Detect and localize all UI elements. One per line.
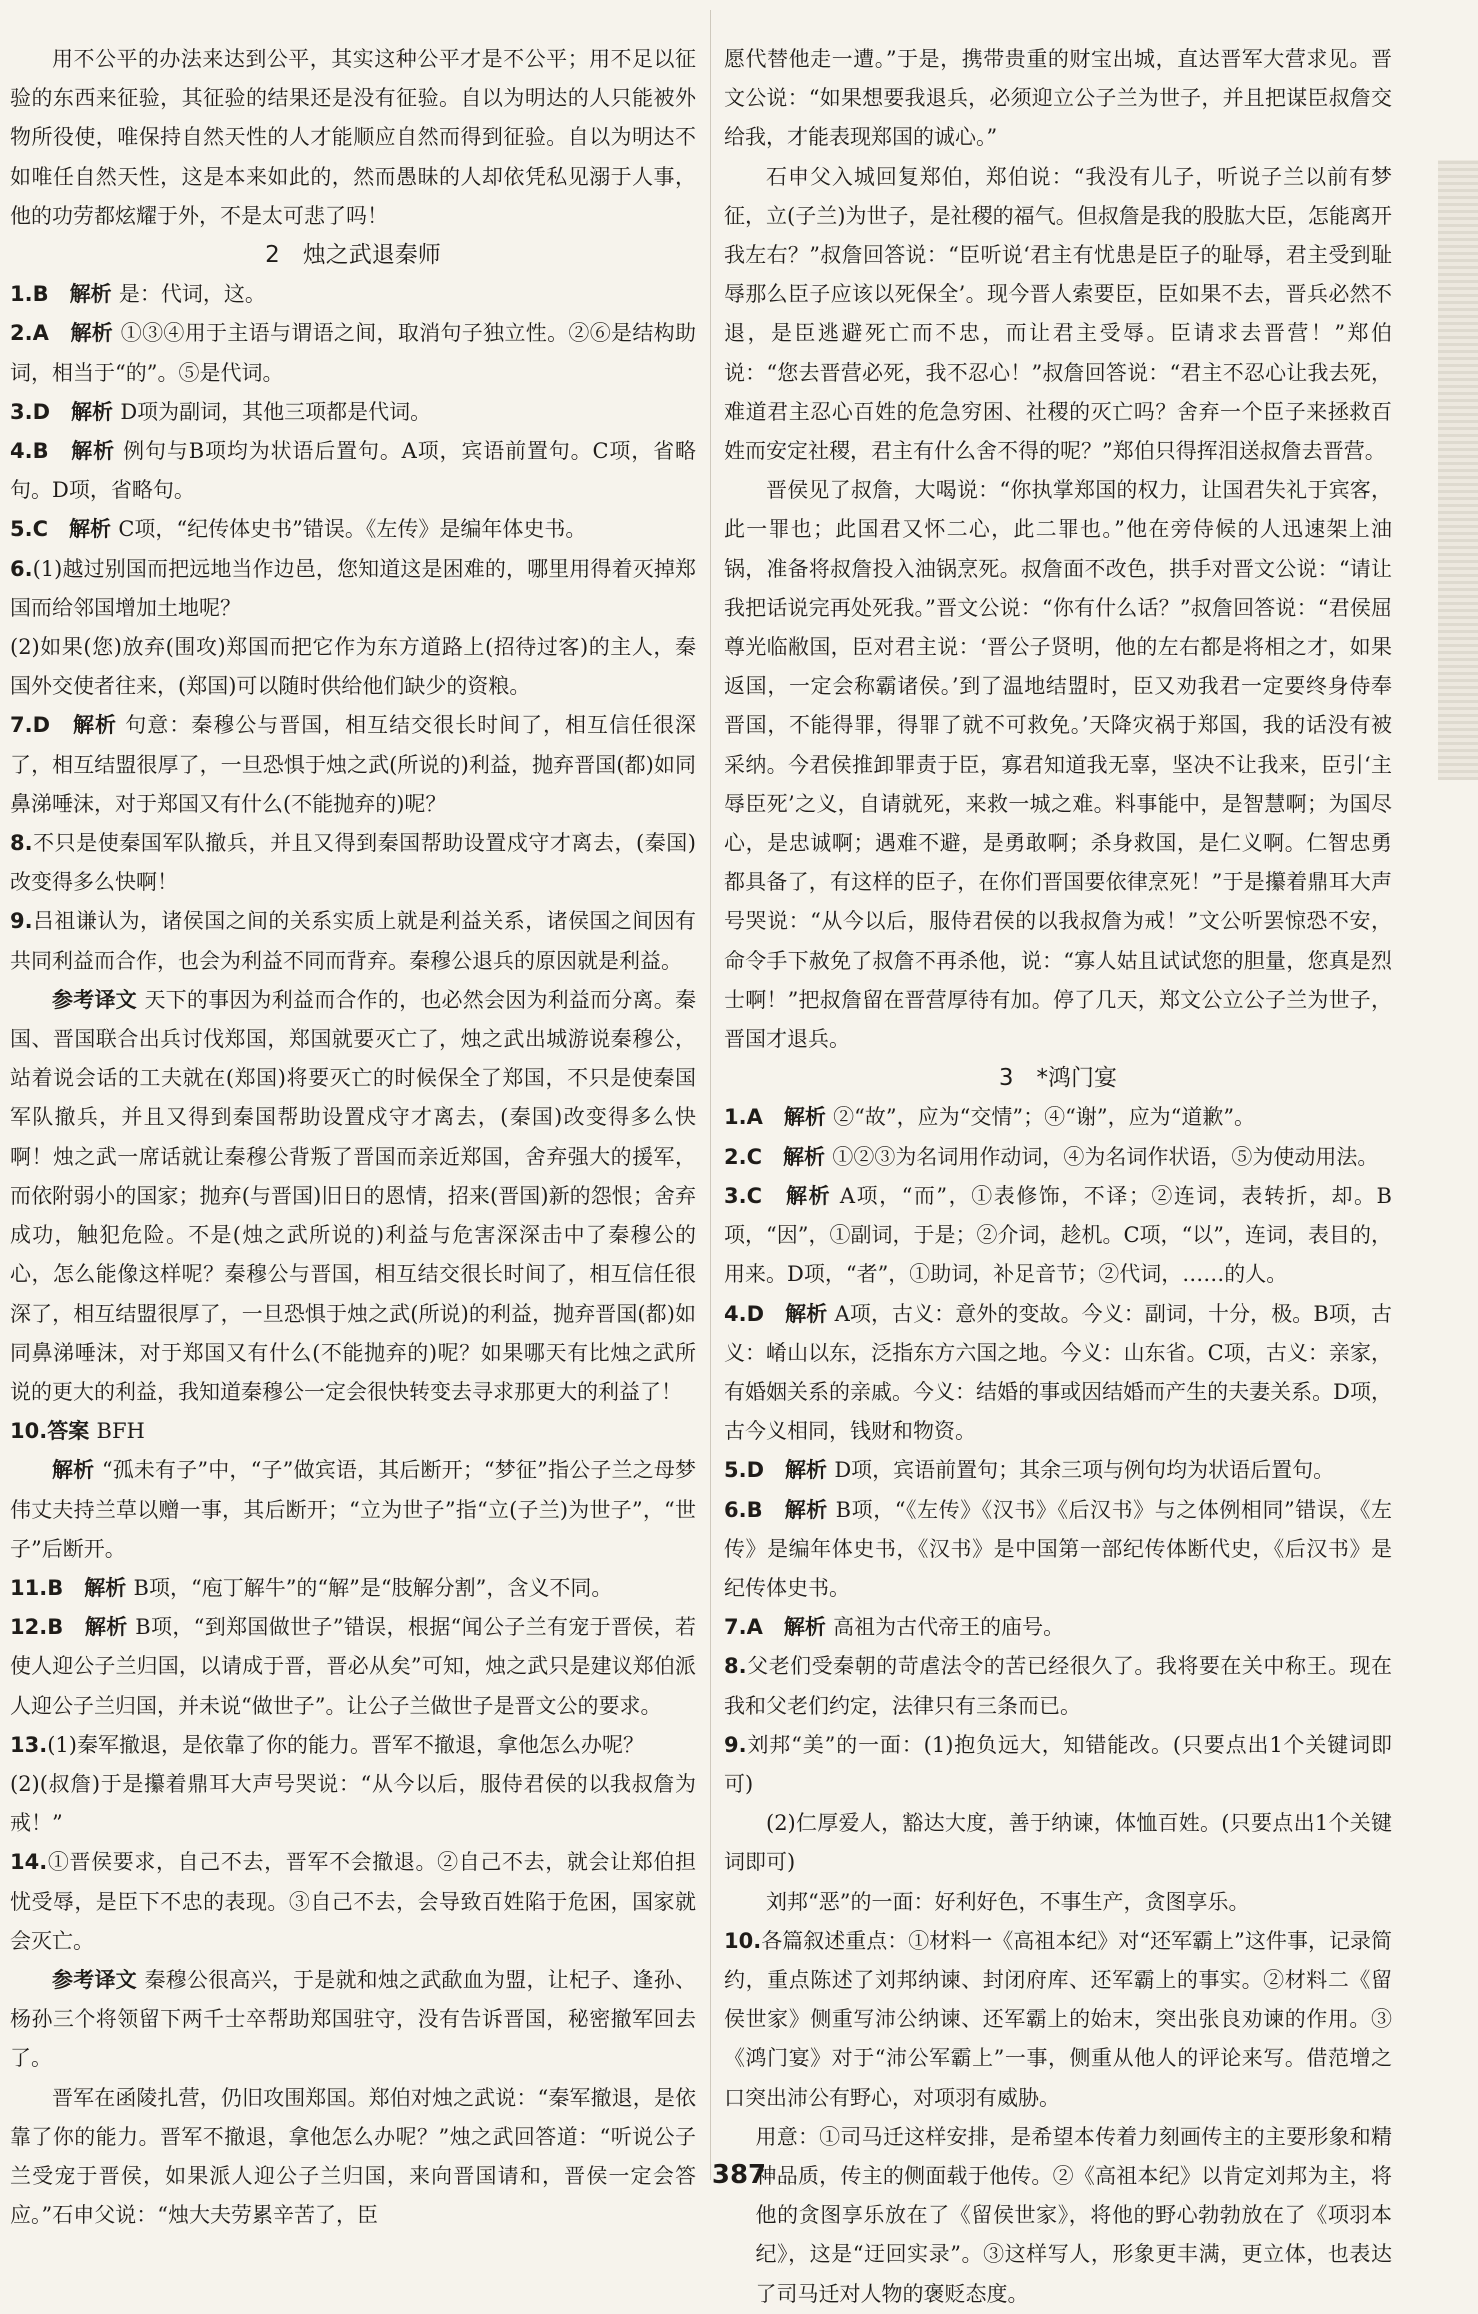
answer-tag: D 解析 [32, 713, 126, 738]
text-paragraph [10, 1961, 696, 2079]
item-number: 2. [10, 321, 33, 346]
answer-item [10, 902, 696, 980]
item-text: 刘邦“恶”的一面：好利好色，不事生产，贪图享乐。 [766, 1889, 1250, 1914]
item-text: 父老们受秦朝的苛虐法令的苦已经很久了。我将要在关中称王。现在我和父老们约定，法律只有三条而已。 [724, 1654, 1392, 1718]
answer-tag: C 解析 [746, 1183, 840, 1208]
right-column [724, 40, 1392, 2314]
answer-item [724, 1177, 1392, 1295]
text-paragraph [10, 2079, 696, 2236]
answer-item [724, 1098, 1392, 1137]
section-title: 2 烛之武退秦师 [265, 242, 441, 269]
item-number: 1. [10, 282, 33, 307]
item-number: 11. [10, 1575, 48, 1600]
answer-tag: 参考译文 [52, 987, 145, 1012]
answer-tag: A 解析 [746, 1615, 834, 1640]
answer-tag: D 解析 [746, 1458, 835, 1483]
answer-tag: 参考译文 [52, 1967, 145, 1992]
item-number: 8. [10, 831, 33, 856]
answer-item [10, 314, 696, 392]
item-text: (1)秦军撤退，是依靠了你的能力。晋军不撤退，拿他怎么办呢？ [47, 1732, 644, 1757]
left-column [10, 40, 696, 2235]
answer-item [10, 824, 696, 902]
item-number: 5. [10, 517, 33, 542]
item-text: A项，“而”，①表修饰，不译；②连词，表转折，却。B项，“因”，①副词，于是；②介词，趁机。C项，“以”，连词，表目的，用来。D项，“者”，①助词，补足音节；②代词，……的人。 [724, 1183, 1393, 1287]
item-number: 6. [724, 1497, 747, 1522]
item-number: 3. [10, 399, 33, 424]
answer-tag: D 解析 [746, 1301, 835, 1326]
item-text: BFH [96, 1419, 145, 1444]
item-text: 晋军在函陵扎营，仍旧攻围郑国。郑伯对烛之武说：“秦军撤退，是依靠了你的能力。晋军不撤退，拿他怎么办呢？”烛之武回答道：“听说公子兰受宠于晋侯，如果派人迎公子兰归国，来向晋国请和，晋侯一定会答应。”石申父说：“烛大夫劳累辛苦了，臣 [10, 2085, 696, 2228]
answer-item [10, 1843, 696, 1961]
item-number: 2. [724, 1144, 747, 1169]
answer-tag: B 解析 [32, 282, 119, 307]
item-text: ①③④用于主语与谓语之间，取消句子独立性。②⑥是结构助词，相当于“的”。⑤是代词。 [10, 321, 696, 385]
text-paragraph [10, 1451, 696, 1569]
text-paragraph [724, 158, 1392, 472]
item-text: 是：代词，这。 [118, 282, 266, 307]
item-number: 14. [10, 1850, 48, 1875]
item-text: 用不公平的办法来达到公平，其实这种公平才是不公平；用不足以征验的东西来征验，其征验的结果还是没有征验。自以为明达的人只能被外物所役使，唯保持自然天性的人才能顺应自然而得到征验。自以为明达不如唯任自然天性，这是本来如此的，然而愚昧的人却依凭私见溺于人事，他的功劳都炫耀于外，不是太可悲了吗！ [10, 47, 696, 228]
item-text: ②“故”，应为“交情”；④“谢”，应为“道歉”。 [833, 1105, 1256, 1130]
item-text: D项，宾语前置句；其余三项与例句均为状语后置句。 [834, 1458, 1335, 1483]
item-text: “孤未有子”中，“子”做宾语，其后断开；“梦征”指公子兰之母梦伟丈夫持兰草以赠一事，其后断开；“立为世子”指“立(子兰)为世子”，“世子”后断开。 [10, 1458, 696, 1561]
answer-item [724, 1647, 1392, 1725]
text-paragraph [724, 2118, 1392, 2314]
item-text: 例句与B项均为状语后置句。A项，宾语前置句。C项，省略句。D项，省略句。 [10, 439, 696, 503]
answer-tag: A 解析 [32, 321, 121, 346]
answer-item [10, 393, 696, 432]
item-number: 5. [724, 1458, 747, 1483]
item-number: 7. [724, 1615, 747, 1640]
answer-item [10, 706, 696, 824]
page-number: 387 [711, 2160, 767, 2190]
answer-tag: B 解析 [746, 1497, 836, 1522]
item-text: (2)如果(您)放弃(围攻)郑国而把它作为东方道路上(招待过客)的主人，秦国外交使者往来，(郑国)可以随时供给他们缺少的资粮。 [10, 635, 696, 699]
text-paragraph [724, 471, 1392, 1059]
answer-tag: D 解析 [32, 399, 121, 424]
item-text: 晋侯见了叔詹，大喝说：“你执掌郑国的权力，让国君失礼于宾客，此一罪也；此国君又怀二心，此二罪也。”他在旁侍候的人迅速架上油锅，准备将叔詹投入油锅烹死。叔詹面不改色，拱手对晋文公说：“请让我把话说完再处死我。”晋文公说：“你有什么话？”叔詹回答说：“君侯屈尊光临敝国，臣对君主说：‘晋公子贤明，他的左右都是将相之才，如果返国，一定会称霸诸侯。’到了温地结盟时，臣又劝我君一定要终身侍奉晋国，不能得罪，得罪了就不可救免。’天降灾祸于郑国，我的话没有被采纳。今君侯推卸罪责于臣，寡君知道我无辜，坚决不让我来，臣引‘主辱臣死’之义，自请就死，来救一城之难。料事能中，是智慧啊；为国尽心，是忠诚啊；遇难不避，是勇敢啊；杀身救国，是仁义啊。仁智忠勇都具备了，有这样的臣子，在你们晋国要依律烹死！”于是攥着鼎耳大声号哭说：“从今以后，服侍君侯的以我叔詹为戒！”文公听罢惊恐不安，命令手下赦免了叔詹不再杀他，说：“寡人姑且试试您的胆量，您真是烈士啊！”把叔詹留在晋营厚待有加。停了几天，郑文公立公子兰为世子，晋国才退兵。 [724, 478, 1392, 1052]
item-number: 4. [10, 439, 33, 464]
item-text: 秦穆公很高兴，于是就和烛之武歃血为盟，让杞子、逢孙、杨孙三个将领留下两千士卒帮助郑国驻守，没有告诉晋国，秘密撤军回去了。 [10, 1967, 697, 2071]
text-paragraph [10, 40, 696, 236]
text-paragraph [10, 981, 696, 1412]
item-text: 不只是使秦国军队撤兵，并且又得到秦国帮助设置戍守才离去，(秦国)改变得多么快啊！ [10, 831, 696, 895]
answer-item [724, 1726, 1392, 1804]
item-number: 6. [10, 556, 33, 581]
item-text: C项，“纪传体史书”错误。《左传》是编年体史书。 [118, 517, 587, 542]
answer-tag: B 解析 [32, 439, 124, 464]
item-text: 用意：①司马迁这样安排，是希望本传着力刻画传主的主要形象和精神品质，传主的侧面载于他传。②《高祖本纪》以肯定刘邦为主，将他的贪图享乐放在了《留侯世家》，将他的野心勃勃放在了《项羽本纪》，这是“迂回实录”。③这样写人，形象更丰满，更立体，也表达了司马迁对人物的褒贬态度。 [755, 2124, 1392, 2306]
answer-item [724, 1138, 1392, 1177]
answer-tag: 答案 [47, 1419, 97, 1444]
item-number: 1. [724, 1105, 747, 1130]
answer-tag: B 解析 [47, 1615, 136, 1640]
item-text: (2)仁厚爱人，豁达大度，善于纳谏，体恤百姓。(只要点出1个关键词即可) [724, 1811, 1392, 1875]
item-text: 石申父入城回复郑伯，郑伯说：“我没有儿子，听说子兰以前有梦征，立(子兰)为世子，是社稷的福气。但叔詹是我的股肱大臣，怎能离开我左右？”叔詹回答说：“臣听说‘君主有忧患是臣子的耻辱，君主受到耻辱那么臣子应该以死保全’。现今晋人索要臣，臣如果不去，晋兵必然不退，是臣逃避死亡而不忠，而让君主受辱。臣请求去晋营！”郑伯说：“您去晋营必死，我不忍心！”叔詹回答说：“君主不忍心让我去死，难道君主忍心百姓的危急穷困、社稷的灭亡吗？舍弃一个臣子来拯救百姓而安定社稷，君主有什么舍不得的呢？”郑伯只得挥泪送叔詹去晋营。 [724, 164, 1392, 464]
item-text: 各篇叙述重点：①材料一《高祖本纪》对“还军霸上”这件事，记录简约，重点陈述了刘邦纳谏、封闭府库、还军霸上的事实。②材料二《留侯世家》侧重写沛公纳谏、还军霸上的始末，突出张良劝谏的作用。③《鸿门宴》对于“沛公军霸上”一事，侧重从他人的评论来写。借范增之口突出沛公有野心，对项羽有威胁。 [724, 1928, 1392, 2110]
answer-tag: C 解析 [32, 517, 119, 542]
item-text: (2)(叔詹)于是攥着鼎耳大声号哭说：“从今以后，服侍君侯的以我叔詹为戒！” [10, 1771, 696, 1836]
page-edge-decoration [1438, 160, 1478, 780]
item-text: ①晋侯要求，自己不去，晋军不会撤退。②自己不去，就会让郑伯担忧受辱，是臣下不忠的表现。③自己不去，会导致百姓陷于危困，国家就会灭亡。 [10, 1850, 696, 1953]
answer-tag: B 解析 [47, 1575, 134, 1600]
text-paragraph [724, 40, 1392, 158]
answer-tag: C 解析 [746, 1144, 833, 1169]
item-text: B项，“《左传》《汉书》《后汉书》与之体例相同”错误，《左传》是编年体史书，《汉书》是中国第一部纪传体断代史，《后汉书》是纪传体史书。 [724, 1497, 1392, 1600]
column-divider [710, 10, 711, 2180]
answer-item [10, 550, 696, 628]
answer-item [10, 1569, 696, 1608]
answer-item [724, 1451, 1392, 1490]
item-text: 吕祖谦认为，诸侯国之间的关系实质上就是利益关系，诸侯国之间因有共同利益而合作，也会为利益不同而背弃。秦穆公退兵的原因就是利益。 [10, 909, 696, 973]
answer-tag: 解析 [52, 1458, 102, 1483]
answer-tag: A 解析 [746, 1105, 834, 1130]
text-paragraph [724, 1883, 1392, 1922]
item-number: 9. [724, 1732, 747, 1757]
item-number: 9. [10, 909, 33, 934]
item-number: 13. [10, 1732, 48, 1757]
item-number: 10. [10, 1419, 48, 1444]
item-text: A项，古义：意外的变故。今义：副词，十分，极。B项，古义：崤山以东，泛指东方六国之地。今义：山东省。C项，古义：亲家，有婚姻关系的亲戚。今义：结婚的事或因结婚而产生的夫妻关系。D项，古今义相同，钱财和物资。 [724, 1301, 1392, 1444]
answer-item [724, 1295, 1392, 1452]
answer-item [724, 1608, 1392, 1647]
text-paragraph [10, 628, 696, 706]
item-number: 4. [724, 1301, 747, 1326]
answer-item [10, 1726, 696, 1765]
item-text: (1)越过别国而把远地当作边邑，您知道这是困难的，哪里用得着灭掉郑国而给邻国增加土地呢？ [10, 556, 696, 620]
answer-item [10, 1608, 696, 1726]
item-number: 3. [724, 1183, 747, 1208]
item-number: 10. [724, 1928, 762, 1953]
answer-item [10, 275, 696, 314]
item-number: 8. [724, 1654, 747, 1679]
item-text: 天下的事因为利益而合作的，也必然会因为利益而分离。秦国、晋国联合出兵讨伐郑国，郑国就要灭亡了，烛之武出城游说秦穆公，站着说会话的工夫就在(郑国)将要灭亡的时候保全了郑国，不只是使秦国军队撤兵，并且又得到秦国帮助设置戍守才离去，(秦国)改变得多么快啊！烛之武一席话就让秦穆公背叛了晋国而亲近郑国，舍弃强大的援军，而依附弱小的国家；抛弃(与晋国)旧日的恩情，招来(晋国)新的怨恨；舍弃成功，触犯危险。不是(烛之武所说的)利益与危害深深击中了秦穆公的心，怎么能像这样呢？秦穆公与晋国，相互结交很长时间了，相互信任很深了，相互结盟很厚了，一旦恐惧于烛之武(所说)的利益，抛弃晋国(都)如同鼻涕唾沫，对于郑国又有什么(不能抛弃的)呢？如果哪天有比烛之武所说的更大的利益，我知道秦穆公一定会很快转变去寻求那更大的利益了！ [10, 987, 697, 1404]
answer-item [10, 432, 696, 510]
item-text: 愿代替他走一遭。”于是，携带贵重的财宝出城，直达晋军大营求见。晋文公说：“如果想要我退兵，必须迎立公子兰为世子，并且把谋臣叔詹交给我，才能表现郑国的诚心。” [724, 47, 1392, 150]
item-text: B项，“庖丁解牛”的“解”是“肢解分割”，含义不同。 [133, 1575, 613, 1600]
answer-item [724, 1922, 1392, 2118]
item-number: 12. [10, 1615, 48, 1640]
text-paragraph [10, 1765, 696, 1843]
answer-item [724, 1491, 1392, 1609]
answer-item [10, 510, 696, 549]
item-text: 句意：秦穆公与晋国，相互结交很长时间了，相互信任很深了，相互结盟很厚了，一旦恐惧于烛之武(所说的)利益，抛弃晋国(都)如同鼻涕唾沫，对于郑国又有什么(不能抛弃的)呢？ [10, 713, 696, 816]
item-text: 高祖为古代帝王的庙号。 [833, 1615, 1065, 1640]
item-number: 7. [10, 713, 33, 738]
item-text: B项，“到郑国做世子”错误，根据“闻公子兰有宠于晋侯，若使人迎公子兰归国，以请成于晋，晋必从矣”可知，烛之武只是建议郑伯派人迎公子兰归国，并未说“做世子”。让公子兰做世子是晋文公的要求。 [10, 1615, 696, 1718]
section-title: 3 *鸿门宴 [998, 1065, 1118, 1092]
item-text: 刘邦“美”的一面：(1)抱负远大，知错能改。(只要点出1个关键词即可) [724, 1732, 1392, 1796]
item-text: D项为副词，其他三项都是代词。 [120, 399, 432, 424]
item-text: ①②③为名词用作动词，④为名词作状语，⑤为使动用法。 [832, 1144, 1379, 1169]
text-paragraph [724, 1804, 1392, 1882]
answer-item [10, 1412, 696, 1451]
